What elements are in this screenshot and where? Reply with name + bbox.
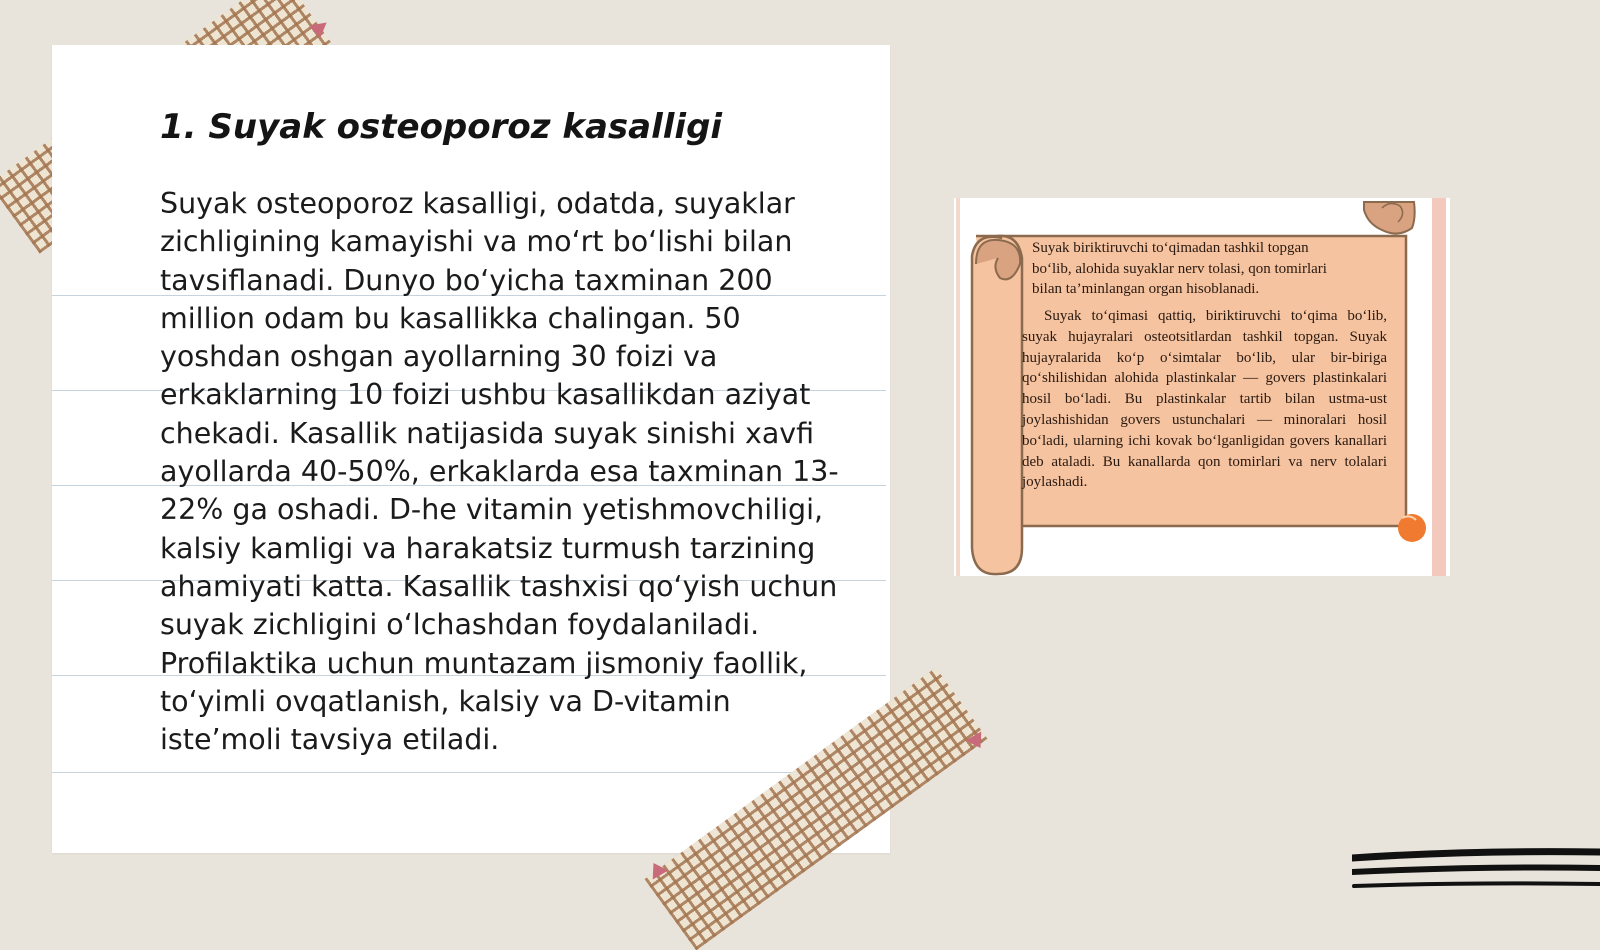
scroll-figure — [954, 198, 1450, 576]
note-rule-line — [52, 772, 886, 773]
scroll-paragraph-2: Suyak to‘qimasi qattiq, biriktiruvchi to‘qima bo‘lib, suyak hujayralari osteotsitlardan tashkil topgan. Suyak hujayralarida ko‘p o‘simtalar bo‘lib, ular bir-biriga qo‘shilishidan alohida plastinkalar — govers plastinkalari hosil bo‘ladi. Bu plastinkalar tartib bilan ustma-ust joylashishidan govers ustunchalari — minoralari hosil bo‘ladi, ularning ichi kovak bo‘lganligidan govers kanallari deb ataladi. Bu kanallarda qon tomirlari va nerv tolalari joylashadi. — [1022, 308, 1387, 491]
scroll-paragraph-1: Suyak biriktiruvchi to‘qimadan tashkil topgan bo‘lib, alohida suyaklar nerv tolasi, qon tomirlari bilan ta’minlangan organ hisoblanadi. — [1032, 240, 1327, 297]
page-title: 1. Suyak osteoporoz kasalligi — [160, 107, 723, 147]
note-paper — [52, 45, 890, 853]
decorative-brush-stroke — [1352, 846, 1600, 900]
body-paragraph: Suyak osteoporoz kasalligi, odatda, suyaklar zichligining kamayishi va mo‘rt bo‘lishi bilan tavsiflanadi. Dunyo bo‘yicha taxminan 200 million odam bu kasallikka chalingan. 50 yoshdan oshgan ayollarning 30 foizi va erkaklarning 10 foizi ushbu kasallikdan aziyat chekadi. Kasallik natijasida suyak sinishi xavfi ayollarda 40-50%, erkaklarda esa taxminan 13-22% ga oshadi. D-he vitamin yetishmovchiligi, kalsiy kamligi va harakatsiz turmush tarzining ahamiyati katta. Kasallik tashxisi qo‘yish uchun suyak zichligini o‘lchashdan foydalaniladi. Profilaktika uchun muntazam jismoniy faollik, to‘yimli ovqatlanish, kalsiy va D-vitamin iste’moli tavsiya etiladi. — [160, 187, 839, 757]
